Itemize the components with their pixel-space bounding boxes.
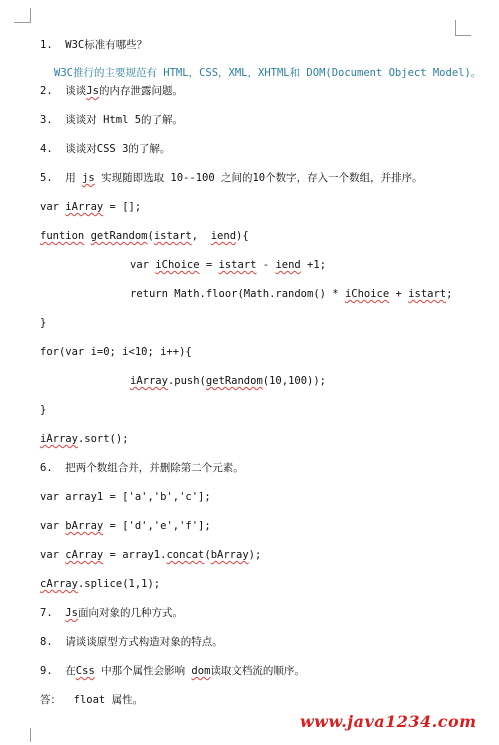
spellcheck-word: iChoice bbox=[155, 259, 200, 271]
spellcheck-word: getRandom bbox=[90, 230, 148, 242]
doc-line bbox=[130, 287, 452, 301]
doc-line bbox=[40, 84, 183, 98]
text-run: ); bbox=[248, 549, 262, 561]
spellcheck-word: cArray bbox=[65, 549, 104, 561]
doc-line bbox=[40, 403, 46, 417]
text-run: +1; bbox=[300, 259, 327, 271]
spellcheck-word: concat bbox=[166, 549, 205, 561]
text-run: , bbox=[191, 230, 211, 242]
text-run: var bbox=[40, 549, 66, 561]
text-run: 1. W3C标准有哪些？ bbox=[40, 39, 148, 51]
doc-line bbox=[130, 374, 326, 388]
text-run: (10,100)); bbox=[262, 375, 326, 387]
spellcheck-word: cArray bbox=[40, 578, 78, 590]
spellcheck-word: funtion bbox=[40, 230, 85, 242]
spellcheck-word: iArray bbox=[130, 375, 168, 387]
text-run: 实现随即选取 10--100 之间的10个数字，存入一个数组，并排序。 bbox=[94, 172, 423, 184]
spellcheck-word: iend bbox=[210, 230, 237, 242]
text-run: ; bbox=[446, 288, 453, 300]
spellcheck-word: Js bbox=[86, 85, 99, 97]
text-run: .push( bbox=[167, 375, 206, 387]
doc-line bbox=[40, 113, 183, 127]
doc-line bbox=[40, 577, 160, 591]
doc-line bbox=[40, 345, 192, 359]
doc-line bbox=[40, 38, 147, 52]
spellcheck-word: Css bbox=[75, 665, 95, 677]
text-run: - bbox=[256, 259, 276, 271]
text-run: 读取文档流的顺序。 bbox=[210, 665, 305, 677]
text-run: 面向对象的几种方式。 bbox=[77, 607, 183, 619]
doc-line bbox=[40, 606, 183, 620]
spellcheck-word: istart bbox=[408, 288, 447, 300]
text-run: } bbox=[40, 404, 47, 416]
doc-line bbox=[40, 519, 211, 533]
text-run: 3. 谈谈对 Html 5的了解。 bbox=[40, 114, 184, 126]
spellcheck-word: bArray bbox=[210, 549, 249, 561]
text-run: 的内存泄露问题。 bbox=[98, 85, 183, 97]
doc-line bbox=[40, 461, 244, 475]
text-run: .splice(1,1); bbox=[77, 578, 161, 590]
doc-line bbox=[40, 664, 305, 678]
doc-line bbox=[40, 200, 141, 214]
crop-mark-top-left-v bbox=[30, 8, 31, 23]
text-run: 6. 把两个数组合并，并删除第二个元素。 bbox=[40, 462, 244, 474]
text-run: + bbox=[389, 288, 409, 300]
crop-mark-top-right-v bbox=[455, 20, 456, 35]
text-run: 8. 请谈谈原型方式构造对象的特点。 bbox=[40, 636, 223, 648]
text-run: var bbox=[40, 201, 66, 213]
doc-line bbox=[40, 693, 143, 707]
text-run: ( bbox=[147, 230, 154, 242]
doc-line bbox=[40, 229, 249, 243]
text-run: var bbox=[40, 520, 66, 532]
text-run: .sort(); bbox=[77, 433, 129, 445]
text-run: return Math.floor(Math.random() * bbox=[130, 288, 345, 300]
watermark: www.java1234.com bbox=[300, 712, 477, 731]
spellcheck-word: istart bbox=[153, 230, 192, 242]
text-run: = ['d','e','f']; bbox=[103, 520, 211, 532]
doc-line bbox=[40, 142, 170, 156]
spellcheck-word: Js bbox=[65, 607, 78, 619]
doc-line bbox=[40, 171, 423, 185]
text-run: ( bbox=[204, 549, 211, 561]
crop-mark-top-right-h bbox=[455, 35, 471, 36]
doc-line bbox=[130, 258, 326, 272]
text-run: } bbox=[40, 317, 47, 329]
text-run: = bbox=[199, 259, 219, 271]
doc-line bbox=[40, 316, 46, 330]
text-run: 答： float 属性。 bbox=[40, 694, 144, 706]
spellcheck-word: bArray bbox=[65, 520, 104, 532]
doc-line bbox=[40, 548, 261, 562]
text-run: 2. 谈谈 bbox=[40, 85, 87, 97]
spellcheck-word: js bbox=[82, 172, 95, 184]
spellcheck-word: iArray bbox=[65, 201, 104, 213]
spellcheck-word: getRandom bbox=[205, 375, 263, 387]
spellcheck-word: dom bbox=[191, 665, 211, 677]
crop-mark-top-left-h bbox=[14, 22, 30, 23]
text-run: = array1. bbox=[103, 549, 167, 561]
doc-line bbox=[40, 490, 211, 504]
spellcheck-word: iend bbox=[275, 259, 301, 271]
text-run: W3C推行的主要规范有 HTML，CSS，XML，XHTML和 DOM(Document Object Model)。 bbox=[54, 67, 482, 79]
spellcheck-word: istart bbox=[218, 259, 257, 271]
doc-line bbox=[54, 66, 481, 80]
text-run: var array1 = ['a','b','c']; bbox=[40, 491, 211, 503]
text-run: for(var i=0; i<10; i++){ bbox=[40, 346, 192, 358]
text-run: = []; bbox=[103, 201, 142, 213]
crop-mark-bottom-left-v bbox=[30, 728, 31, 742]
text-run: 5. 用 bbox=[40, 172, 83, 184]
text-run: 中那个属性会影响 bbox=[94, 665, 192, 677]
spellcheck-word: iChoice bbox=[344, 288, 390, 300]
spellcheck-word: iArray bbox=[40, 433, 78, 445]
text-run: 9. 在 bbox=[40, 665, 76, 677]
doc-line bbox=[40, 635, 223, 649]
text-run: 7. bbox=[40, 607, 66, 619]
text-run: 4. 谈谈对CSS 3的了解。 bbox=[40, 143, 171, 155]
text-run: ){ bbox=[236, 230, 249, 242]
doc-line bbox=[40, 432, 129, 446]
text-run: var bbox=[130, 259, 156, 271]
